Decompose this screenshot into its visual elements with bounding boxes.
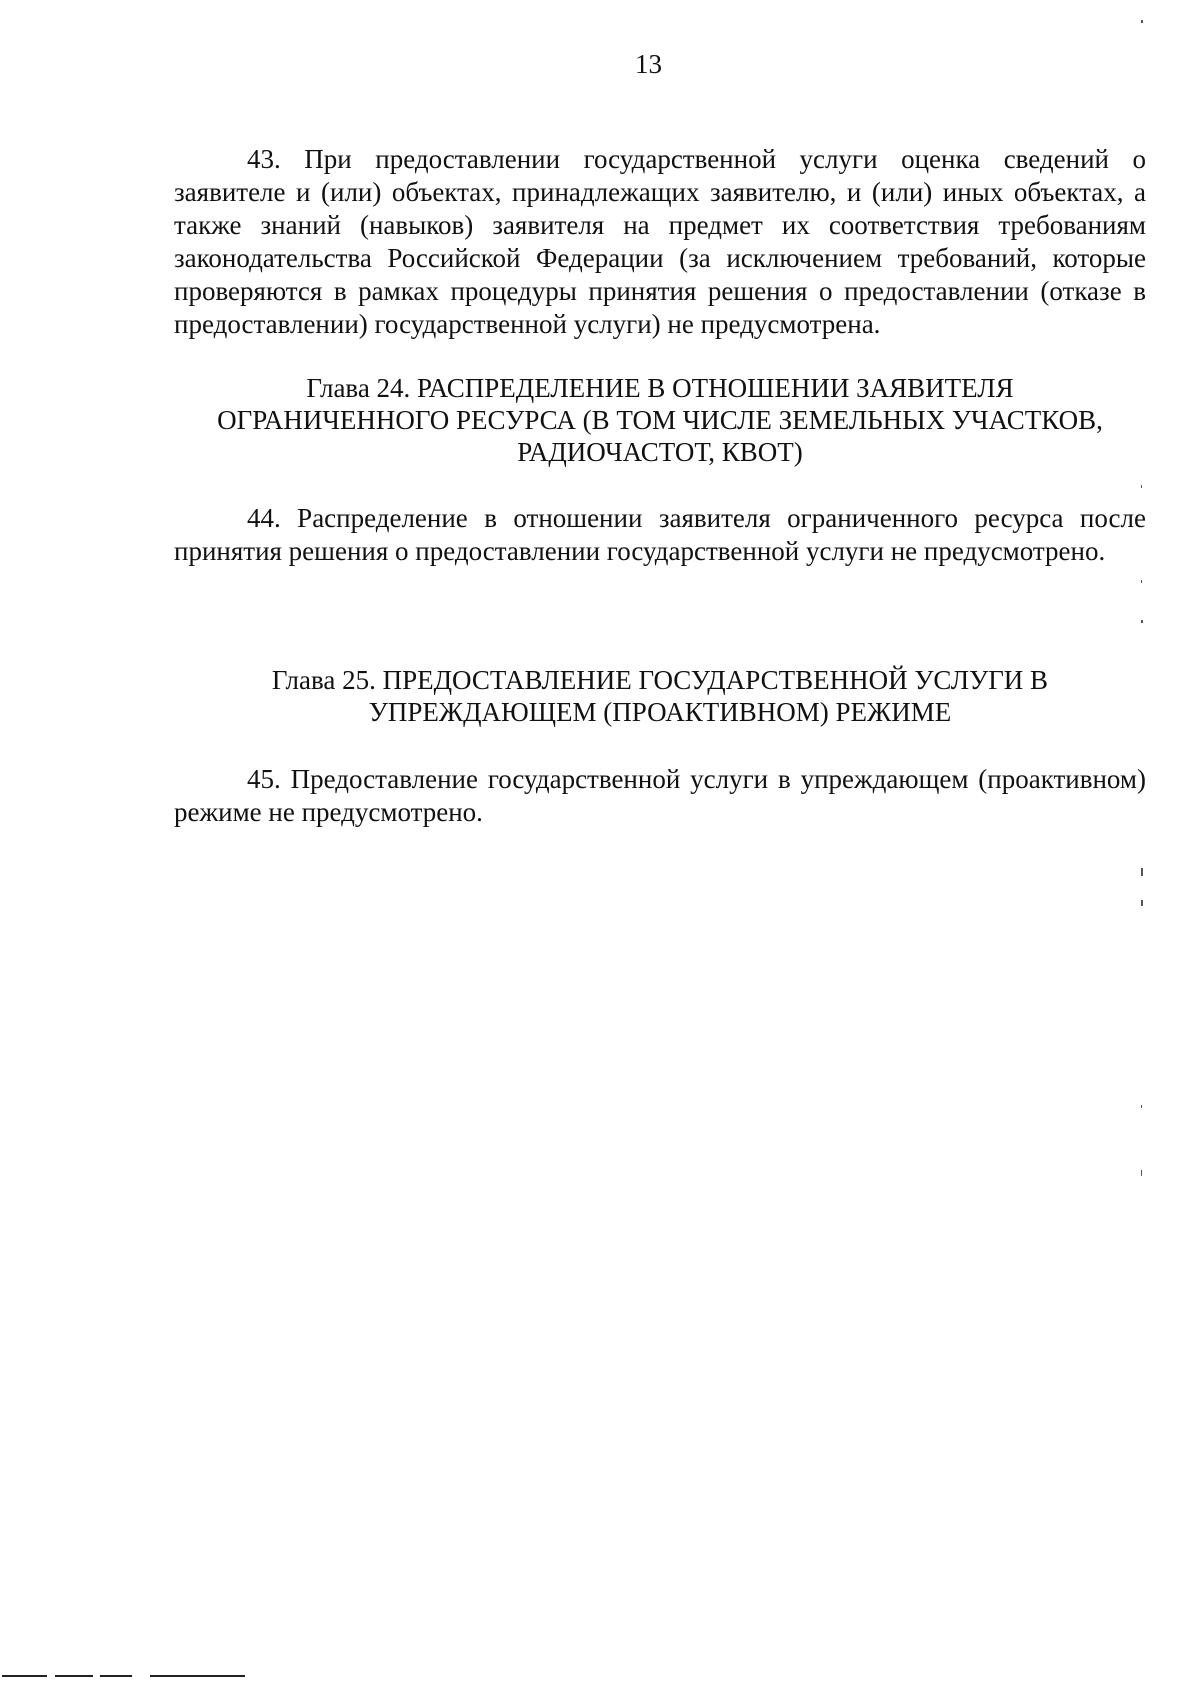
- chapter-25-heading: [174, 664, 1146, 728]
- footer-rule: [150, 1675, 245, 1677]
- scan-speck: [1141, 620, 1143, 623]
- scan-speck: [1141, 1170, 1142, 1176]
- page-number: 13: [635, 49, 662, 79]
- scan-speck: [1141, 20, 1143, 23]
- footer-rule: [55, 1675, 93, 1677]
- chapter-24-heading-line-3: РАДИОЧАСТОТ, КВОТ): [517, 437, 803, 467]
- chapter-24-heading-line-2: ОГРАНИЧЕННОГО РЕСУРСА (В ТОМ ЧИСЛЕ ЗЕМЕЛЬНЫХ УЧАСТКОВ,: [217, 405, 1103, 435]
- scan-speck: [1141, 580, 1142, 583]
- paragraph-44: 44. Распределение в отношении заявителя ограниченного ресурса после принятия решения о предоставлении государственной услуги не предусмотрено.: [174, 503, 1146, 566]
- scan-speck: [1141, 1105, 1142, 1108]
- paragraph-45-block: [174, 763, 1146, 829]
- chapter-25-heading-line-1: Глава 25. ПРЕДОСТАВЛЕНИЕ ГОСУДАРСТВЕННОЙ УСЛУГИ В: [271, 665, 1049, 695]
- scan-speck: [1141, 900, 1143, 906]
- paragraph-45: 45. Предоставление государственной услуги в упреждающем (проактивном) режиме не предусмотрено.: [174, 764, 1146, 827]
- chapter-24-heading: [174, 372, 1146, 468]
- chapter-25-heading-line-2: УПРЕЖДАЮЩЕМ (ПРОАКТИВНОМ) РЕЖИМЕ: [368, 697, 952, 727]
- footer-rule: [100, 1675, 132, 1677]
- footer-rule: [2, 1675, 47, 1677]
- scan-speck: [1141, 868, 1143, 876]
- paragraph-43: 43. При предоставлении государственной услуги оценка сведений о заявителе и (или) объектах, принадлежащих заявителю, и (или) иных объектах, а также знаний (навыков) заявителя на предмет их соответствия требованиям законодательства Российской Федерации (за исключением требований, которые проверяются в рамках процедуры принятия решения о предоставлении (отказе в предоставлении) государственной услуги) не предусмотрена.: [174, 144, 1146, 339]
- paragraph-43-block: [174, 143, 1146, 341]
- paragraph-44-block: [174, 502, 1146, 568]
- scan-speck: [1141, 485, 1142, 488]
- chapter-24-heading-line-1: Глава 24. РАСПРЕДЕЛЕНИЕ В ОТНОШЕНИИ ЗАЯВИТЕЛЯ: [306, 373, 1014, 403]
